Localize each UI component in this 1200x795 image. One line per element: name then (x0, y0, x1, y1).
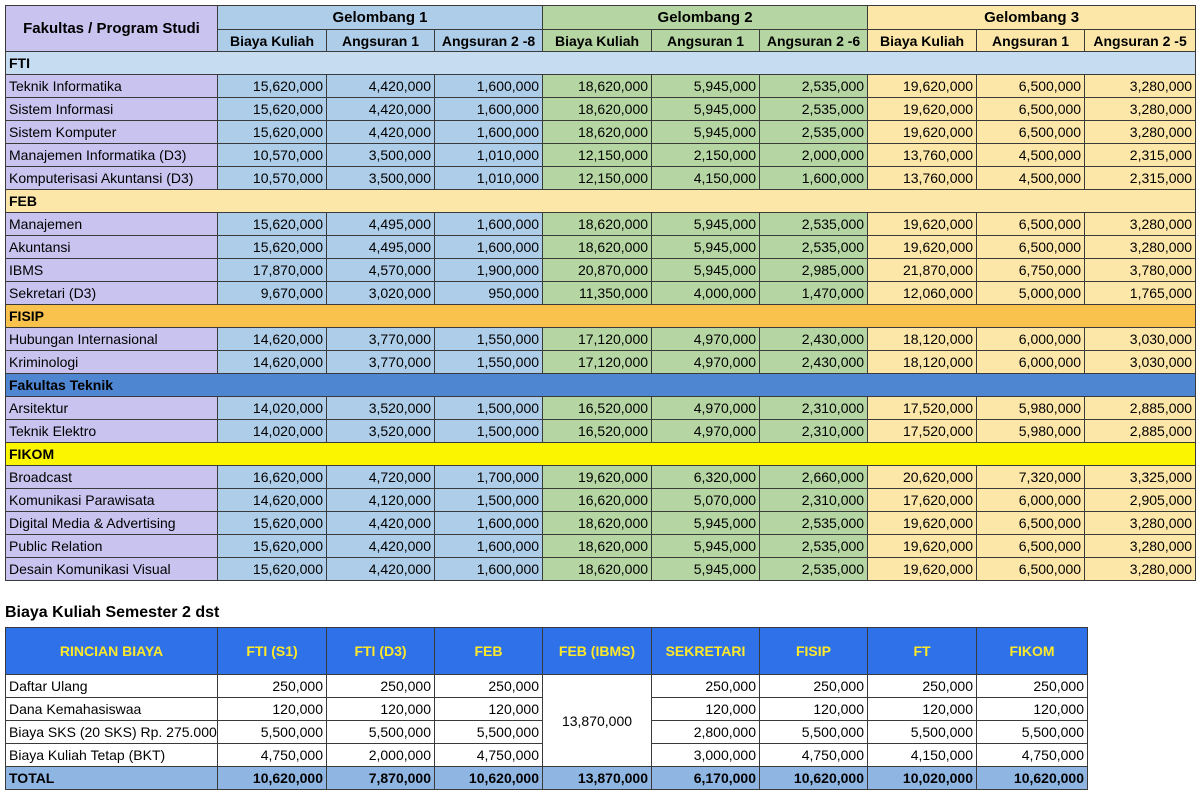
fee-cell: 2,000,000 (760, 144, 868, 167)
fee-cell: 18,620,000 (543, 535, 652, 558)
fee-cell: 20,870,000 (543, 259, 652, 282)
fee-cell: 4,420,000 (327, 558, 435, 581)
fee-cell: 18,120,000 (868, 328, 977, 351)
fee-cell: 18,620,000 (543, 236, 652, 259)
program-name: Manajemen Informatika (D3) (6, 144, 218, 167)
fee-cell: 19,620,000 (868, 213, 977, 236)
fee-cell: 250,000 (977, 675, 1088, 698)
fee-cell: 4,150,000 (868, 744, 977, 767)
w3-installment-2-header: Angsuran 2 -5 (1085, 30, 1196, 52)
semester-2-fee-table (5, 627, 1088, 790)
w3-tuition-header: Biaya Kuliah (868, 30, 977, 52)
ft-header: FT (868, 628, 977, 675)
table-row (6, 213, 1196, 236)
fee-cell: 4,750,000 (218, 744, 327, 767)
table-row (6, 328, 1196, 351)
fee-cell: 15,620,000 (218, 236, 327, 259)
fee-cell: 16,520,000 (543, 397, 652, 420)
semester-2-table-body (6, 675, 1088, 790)
fee-cell: 5,945,000 (652, 98, 760, 121)
table-row (6, 558, 1196, 581)
fee-cell: 12,150,000 (543, 144, 652, 167)
program-name: Sistem Informasi (6, 98, 218, 121)
fee-cell: 5,945,000 (652, 236, 760, 259)
cost-item-name: Biaya SKS (20 SKS) Rp. 275.000 (6, 721, 218, 744)
total-cell: 10,620,000 (760, 767, 868, 790)
w2-installment-1-header: Angsuran 1 (652, 30, 760, 52)
fee-cell: 4,420,000 (327, 535, 435, 558)
fikom-header: FIKOM (977, 628, 1088, 675)
fee-cell: 6,000,000 (977, 351, 1085, 374)
faculty-row (6, 374, 1196, 397)
fee-cell: 14,020,000 (218, 397, 327, 420)
faculty-row (6, 52, 1196, 75)
fee-cell: 17,520,000 (868, 397, 977, 420)
fee-cell: 14,620,000 (218, 328, 327, 351)
fee-cell: 12,060,000 (868, 282, 977, 305)
fee-cell: 3,030,000 (1085, 328, 1196, 351)
fee-cell: 14,620,000 (218, 351, 327, 374)
program-name: Hubungan Internasional (6, 328, 218, 351)
fee-cell: 1,600,000 (435, 75, 543, 98)
fee-cell: 250,000 (327, 675, 435, 698)
fee-cell: 18,620,000 (543, 121, 652, 144)
fee-cell: 3,280,000 (1085, 236, 1196, 259)
table-row (6, 75, 1196, 98)
fee-cell: 17,520,000 (868, 420, 977, 443)
fee-cell: 3,020,000 (327, 282, 435, 305)
fee-cell: 21,870,000 (868, 259, 977, 282)
fee-cell: 1,900,000 (435, 259, 543, 282)
fee-cell: 2,150,000 (652, 144, 760, 167)
total-label: TOTAL (6, 767, 218, 790)
fee-cell: 16,620,000 (218, 466, 327, 489)
program-name: Akuntansi (6, 236, 218, 259)
total-cell: 6,170,000 (652, 767, 760, 790)
cost-item-name: Dana Kemahasiswaa (6, 698, 218, 721)
table-row (6, 121, 1196, 144)
fee-cell: 5,500,000 (868, 721, 977, 744)
fee-cell: 15,620,000 (218, 512, 327, 535)
fee-cell: 1,470,000 (760, 282, 868, 305)
fee-cell: 1,700,000 (435, 466, 543, 489)
w1-tuition-header: Biaya Kuliah (218, 30, 327, 52)
fee-cell: 4,420,000 (327, 75, 435, 98)
fee-cell: 6,500,000 (977, 213, 1085, 236)
fee-cell: 1,500,000 (435, 420, 543, 443)
fee-cell: 5,500,000 (435, 721, 543, 744)
fee-cell: 19,620,000 (868, 558, 977, 581)
program-name: Digital Media & Advertising (6, 512, 218, 535)
total-cell: 10,020,000 (868, 767, 977, 790)
fee-cell: 16,620,000 (543, 489, 652, 512)
fee-cell: 15,620,000 (218, 121, 327, 144)
fee-cell: 3,280,000 (1085, 213, 1196, 236)
fee-cell: 4,570,000 (327, 259, 435, 282)
table-row (6, 489, 1196, 512)
fee-cell: 2,535,000 (760, 535, 868, 558)
program-name: Teknik Informatika (6, 75, 218, 98)
table-row (6, 259, 1196, 282)
fee-cell: 1,600,000 (435, 121, 543, 144)
fee-cell: 3,280,000 (1085, 512, 1196, 535)
fee-cell: 2,885,000 (1085, 420, 1196, 443)
w1-installment-1-header: Angsuran 1 (327, 30, 435, 52)
fee-cell: 3,770,000 (327, 351, 435, 374)
table-row (6, 98, 1196, 121)
cost-item-name: Daftar Ulang (6, 675, 218, 698)
fee-cell: 4,495,000 (327, 213, 435, 236)
fee-cell: 120,000 (218, 698, 327, 721)
feb-ibms-header: FEB (IBMS) (543, 628, 652, 675)
fee-cell: 1,500,000 (435, 489, 543, 512)
fee-cell: 1,550,000 (435, 351, 543, 374)
total-cell: 10,620,000 (218, 767, 327, 790)
fee-cell: 6,500,000 (977, 535, 1085, 558)
fee-cell: 6,500,000 (977, 236, 1085, 259)
fee-cell: 4,420,000 (327, 121, 435, 144)
w2-tuition-header: Biaya Kuliah (543, 30, 652, 52)
fee-cell: 19,620,000 (543, 466, 652, 489)
program-name: Kriminologi (6, 351, 218, 374)
fee-cell: 3,520,000 (327, 420, 435, 443)
fee-cell: 4,750,000 (760, 744, 868, 767)
fee-cell: 18,620,000 (543, 98, 652, 121)
fee-cell: 4,420,000 (327, 512, 435, 535)
fee-cell: 120,000 (868, 698, 977, 721)
faculty-row (6, 305, 1196, 328)
fee-cell: 4,970,000 (652, 351, 760, 374)
fee-cell: 3,770,000 (327, 328, 435, 351)
fee-cell: 3,280,000 (1085, 558, 1196, 581)
total-cell: 10,620,000 (435, 767, 543, 790)
faculty-name: FTI (6, 52, 1196, 75)
fee-cell: 3,000,000 (652, 744, 760, 767)
fee-cell: 250,000 (652, 675, 760, 698)
fee-cell: 15,620,000 (218, 213, 327, 236)
fee-cell: 1,500,000 (435, 397, 543, 420)
w2-installment-2-header: Angsuran 2 -6 (760, 30, 868, 52)
fee-cell: 6,500,000 (977, 558, 1085, 581)
program-name: Sekretari (D3) (6, 282, 218, 305)
fee-cell: 18,620,000 (543, 558, 652, 581)
table-row (6, 675, 1088, 698)
fee-cell: 1,600,000 (435, 535, 543, 558)
fee-cell: 17,120,000 (543, 351, 652, 374)
fee-cell: 120,000 (977, 698, 1088, 721)
fee-cell: 4,970,000 (652, 397, 760, 420)
fee-cell: 6,750,000 (977, 259, 1085, 282)
fee-cell: 6,320,000 (652, 466, 760, 489)
fee-cell: 6,500,000 (977, 121, 1085, 144)
fee-cell: 250,000 (868, 675, 977, 698)
fee-cell: 4,150,000 (652, 167, 760, 190)
fee-cell: 14,020,000 (218, 420, 327, 443)
fee-cell: 2,000,000 (327, 744, 435, 767)
total-cell: 13,870,000 (543, 767, 652, 790)
fee-cell: 18,120,000 (868, 351, 977, 374)
fee-cell: 13,760,000 (868, 144, 977, 167)
fee-cell: 11,350,000 (543, 282, 652, 305)
tuition-fee-table (5, 5, 1196, 581)
w3-installment-1-header: Angsuran 1 (977, 30, 1085, 52)
fee-cell: 2,535,000 (760, 75, 868, 98)
cost-detail-header: RINCIAN BIAYA (6, 628, 218, 675)
fee-cell: 5,945,000 (652, 512, 760, 535)
fee-cell: 1,600,000 (435, 236, 543, 259)
fee-cell: 2,800,000 (652, 721, 760, 744)
semester-2-title: Biaya Kuliah Semester 2 dst (5, 604, 220, 621)
fee-cell: 3,500,000 (327, 167, 435, 190)
fee-cell: 4,500,000 (977, 167, 1085, 190)
cost-item-name: Biaya Kuliah Tetap (BKT) (6, 744, 218, 767)
fee-cell: 250,000 (435, 675, 543, 698)
faculty-name: FIKOM (6, 443, 1196, 466)
program-name: Broadcast (6, 466, 218, 489)
fee-cell: 5,980,000 (977, 397, 1085, 420)
fee-cell: 1,600,000 (760, 167, 868, 190)
fee-cell: 5,945,000 (652, 121, 760, 144)
fee-cell: 120,000 (760, 698, 868, 721)
program-name: Public Relation (6, 535, 218, 558)
table-row (6, 466, 1196, 489)
fee-cell: 13,760,000 (868, 167, 977, 190)
fee-cell: 250,000 (218, 675, 327, 698)
fee-cell: 3,780,000 (1085, 259, 1196, 282)
fee-cell: 4,970,000 (652, 420, 760, 443)
fee-cell: 2,310,000 (760, 420, 868, 443)
fee-cell: 4,120,000 (327, 489, 435, 512)
fee-cell: 5,500,000 (977, 721, 1088, 744)
fee-cell: 4,720,000 (327, 466, 435, 489)
fee-cell: 3,030,000 (1085, 351, 1196, 374)
program-name: Sistem Komputer (6, 121, 218, 144)
fee-cell: 3,280,000 (1085, 75, 1196, 98)
fee-cell: 17,870,000 (218, 259, 327, 282)
fee-cell: 5,945,000 (652, 535, 760, 558)
fee-cell: 250,000 (760, 675, 868, 698)
fee-cell: 15,620,000 (218, 558, 327, 581)
fee-cell: 2,310,000 (760, 397, 868, 420)
fee-cell: 6,000,000 (977, 489, 1085, 512)
fee-cell: 15,620,000 (218, 98, 327, 121)
fee-cell: 5,945,000 (652, 75, 760, 98)
program-name: IBMS (6, 259, 218, 282)
fee-cell: 5,500,000 (218, 721, 327, 744)
faculty-name: Fakultas Teknik (6, 374, 1196, 397)
table-row (6, 282, 1196, 305)
fee-cell: 2,535,000 (760, 558, 868, 581)
fee-cell: 3,325,000 (1085, 466, 1196, 489)
fee-cell: 19,620,000 (868, 535, 977, 558)
table-row (6, 236, 1196, 259)
fee-cell: 5,945,000 (652, 558, 760, 581)
sekretari-header: SEKRETARI (652, 628, 760, 675)
fee-cell: 1,600,000 (435, 512, 543, 535)
fee-cell: 2,430,000 (760, 351, 868, 374)
faculty-program-header: Fakultas / Program Studi (6, 6, 218, 52)
fee-cell: 18,620,000 (543, 512, 652, 535)
fee-cell: 4,750,000 (977, 744, 1088, 767)
fee-cell: 1,765,000 (1085, 282, 1196, 305)
table-row (6, 167, 1196, 190)
faculty-name: FEB (6, 190, 1196, 213)
program-name: Komputerisasi Akuntansi (D3) (6, 167, 218, 190)
fee-cell: 4,000,000 (652, 282, 760, 305)
wave-2-header: Gelombang 2 (543, 6, 868, 30)
fee-cell: 10,570,000 (218, 144, 327, 167)
total-cell: 10,620,000 (977, 767, 1088, 790)
fee-cell: 19,620,000 (868, 512, 977, 535)
fee-cell: 2,310,000 (760, 489, 868, 512)
fee-cell: 2,430,000 (760, 328, 868, 351)
feb-ibms-merged-value: 13,870,000 (543, 675, 652, 767)
fee-cell: 4,500,000 (977, 144, 1085, 167)
fee-cell: 2,535,000 (760, 236, 868, 259)
fee-cell: 6,500,000 (977, 512, 1085, 535)
fee-cell: 5,000,000 (977, 282, 1085, 305)
fee-cell: 5,070,000 (652, 489, 760, 512)
fee-cell: 5,945,000 (652, 213, 760, 236)
fee-cell: 2,535,000 (760, 98, 868, 121)
program-name: Arsitektur (6, 397, 218, 420)
table-row (6, 512, 1196, 535)
fee-cell: 2,905,000 (1085, 489, 1196, 512)
fee-cell: 1,010,000 (435, 144, 543, 167)
total-cell: 7,870,000 (327, 767, 435, 790)
fee-cell: 19,620,000 (868, 75, 977, 98)
fee-cell: 2,535,000 (760, 512, 868, 535)
table-row (6, 535, 1196, 558)
fti-d3-header: FTI (D3) (327, 628, 435, 675)
fee-cell: 18,620,000 (543, 213, 652, 236)
fee-cell: 5,980,000 (977, 420, 1085, 443)
fee-cell: 950,000 (435, 282, 543, 305)
table-row (6, 397, 1196, 420)
wave-3-header: Gelombang 3 (868, 6, 1196, 30)
fee-cell: 120,000 (652, 698, 760, 721)
table-row (6, 420, 1196, 443)
program-name: Teknik Elektro (6, 420, 218, 443)
fee-cell: 9,670,000 (218, 282, 327, 305)
fee-cell: 4,420,000 (327, 98, 435, 121)
table-row (6, 351, 1196, 374)
fee-cell: 15,620,000 (218, 535, 327, 558)
fee-cell: 2,315,000 (1085, 144, 1196, 167)
fee-cell: 1,600,000 (435, 98, 543, 121)
faculty-name: FISIP (6, 305, 1196, 328)
program-name: Manajemen (6, 213, 218, 236)
fee-cell: 16,520,000 (543, 420, 652, 443)
fisip-header: FISIP (760, 628, 868, 675)
fee-cell: 12,150,000 (543, 167, 652, 190)
tuition-table-body (6, 52, 1196, 581)
fee-cell: 20,620,000 (868, 466, 977, 489)
fee-cell: 7,320,000 (977, 466, 1085, 489)
fee-cell: 14,620,000 (218, 489, 327, 512)
fee-cell: 2,660,000 (760, 466, 868, 489)
fee-cell: 1,600,000 (435, 558, 543, 581)
fee-cell: 2,535,000 (760, 213, 868, 236)
total-row (6, 767, 1088, 790)
fee-cell: 19,620,000 (868, 121, 977, 144)
fti-s1-header: FTI (S1) (218, 628, 327, 675)
fee-cell: 120,000 (435, 698, 543, 721)
fee-cell: 1,600,000 (435, 213, 543, 236)
wave-1-header: Gelombang 1 (218, 6, 543, 30)
fee-cell: 17,120,000 (543, 328, 652, 351)
w1-installment-2-header: Angsuran 2 -8 (435, 30, 543, 52)
fee-cell: 19,620,000 (868, 236, 977, 259)
fee-cell: 2,885,000 (1085, 397, 1196, 420)
fee-cell: 6,500,000 (977, 75, 1085, 98)
fee-cell: 18,620,000 (543, 75, 652, 98)
fee-cell: 3,280,000 (1085, 121, 1196, 144)
fee-cell: 2,315,000 (1085, 167, 1196, 190)
fee-cell: 4,970,000 (652, 328, 760, 351)
fee-cell: 5,500,000 (327, 721, 435, 744)
fee-cell: 3,520,000 (327, 397, 435, 420)
fee-cell: 2,535,000 (760, 121, 868, 144)
fee-cell: 1,550,000 (435, 328, 543, 351)
feb-header: FEB (435, 628, 543, 675)
program-name: Desain Komunikasi Visual (6, 558, 218, 581)
faculty-row (6, 190, 1196, 213)
fee-cell: 6,500,000 (977, 98, 1085, 121)
fee-cell: 1,010,000 (435, 167, 543, 190)
fee-cell: 10,570,000 (218, 167, 327, 190)
faculty-row (6, 443, 1196, 466)
fee-cell: 120,000 (327, 698, 435, 721)
fee-cell: 6,000,000 (977, 328, 1085, 351)
fee-cell: 4,750,000 (435, 744, 543, 767)
fee-cell: 3,280,000 (1085, 535, 1196, 558)
fee-cell: 4,495,000 (327, 236, 435, 259)
program-name: Komunikasi Parawisata (6, 489, 218, 512)
table-row (6, 144, 1196, 167)
fee-cell: 5,500,000 (760, 721, 868, 744)
fee-cell: 3,500,000 (327, 144, 435, 167)
fee-cell: 17,620,000 (868, 489, 977, 512)
fee-cell: 19,620,000 (868, 98, 977, 121)
fee-cell: 3,280,000 (1085, 98, 1196, 121)
fee-cell: 5,945,000 (652, 259, 760, 282)
fee-cell: 2,985,000 (760, 259, 868, 282)
fee-cell: 15,620,000 (218, 75, 327, 98)
